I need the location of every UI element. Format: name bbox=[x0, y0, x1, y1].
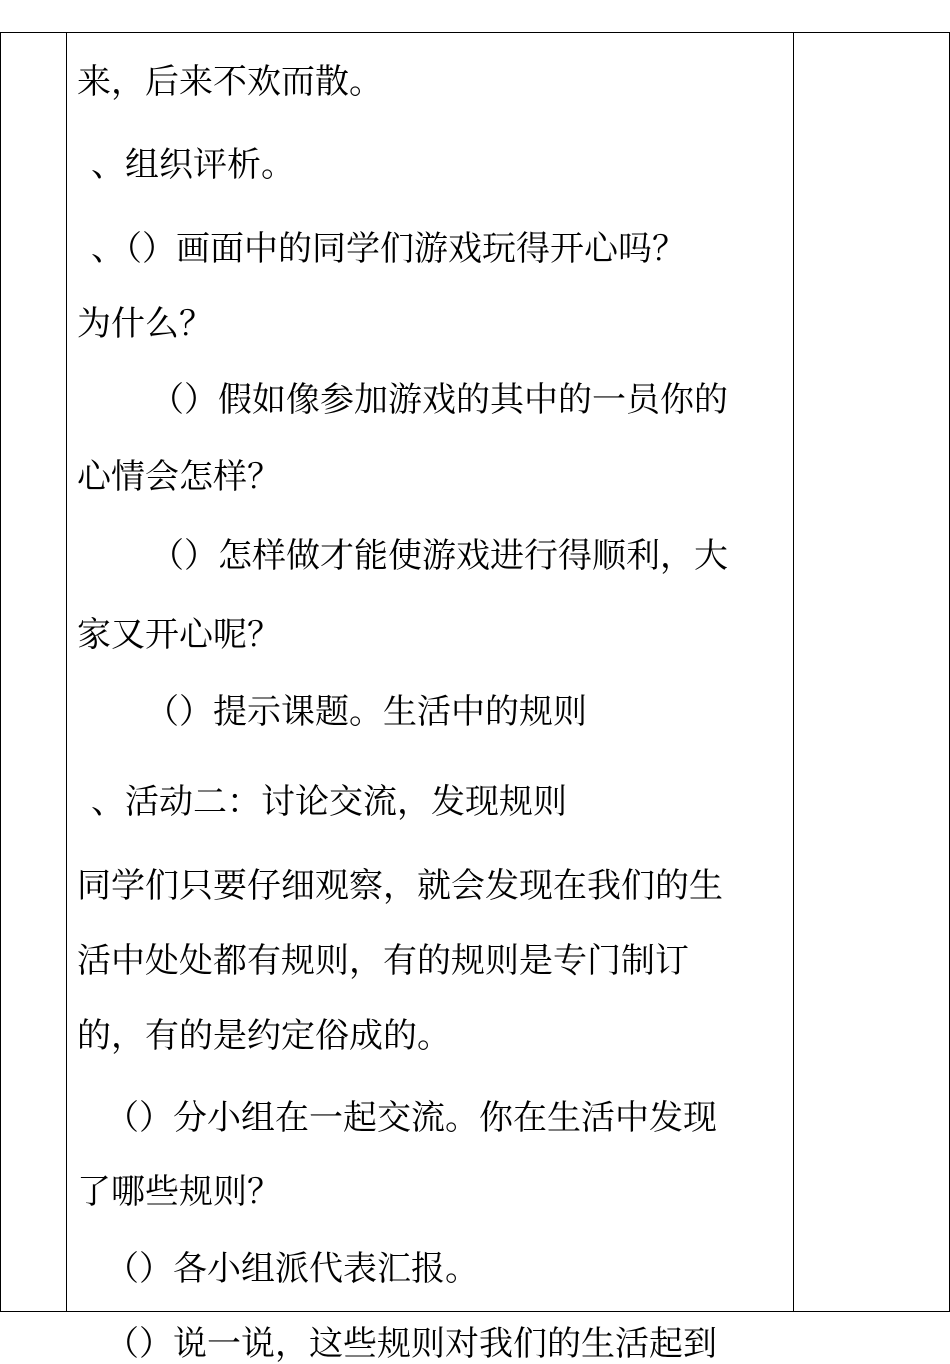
text-line: 了哪些规则？ bbox=[77, 1172, 281, 1212]
table-top-border bbox=[0, 32, 950, 33]
text-line: 、组织评析。 bbox=[91, 145, 295, 185]
table-left-border bbox=[0, 32, 1, 1312]
text-line: 同学们只要仔细观察，就会发现在我们的生 bbox=[77, 866, 723, 906]
text-line: 家又开心呢？ bbox=[77, 615, 281, 655]
text-line: （）各小组派代表汇报。 bbox=[105, 1249, 479, 1289]
table-column-divider-right bbox=[793, 32, 794, 1312]
table-bottom-border bbox=[0, 1311, 950, 1312]
text-line: （）假如像参加游戏的其中的一员你的 bbox=[150, 380, 728, 420]
text-line: （）怎样做才能使游戏进行得顺利，大 bbox=[150, 536, 728, 576]
text-line: 为什么？ bbox=[77, 304, 213, 344]
text-line: （）分小组在一起交流。你在生活中发现 bbox=[105, 1098, 717, 1138]
text-line: 活中处处都有规则，有的规则是专门制订 bbox=[77, 941, 689, 981]
text-line: 来，后来不欢而散。 bbox=[77, 62, 383, 102]
text-line: （）提示课题。生活中的规则 bbox=[145, 692, 587, 732]
text-line: 、活动二：讨论交流，发现规则 bbox=[91, 782, 567, 822]
text-line: 、（）画面中的同学们游戏玩得开心吗？ bbox=[91, 229, 686, 269]
text-line: （）说一说，这些规则对我们的生活起到 bbox=[105, 1324, 717, 1364]
text-line: 心情会怎样？ bbox=[77, 457, 281, 497]
text-line: 的，有的是约定俗成的。 bbox=[77, 1016, 451, 1056]
table-column-divider-left bbox=[66, 32, 67, 1312]
